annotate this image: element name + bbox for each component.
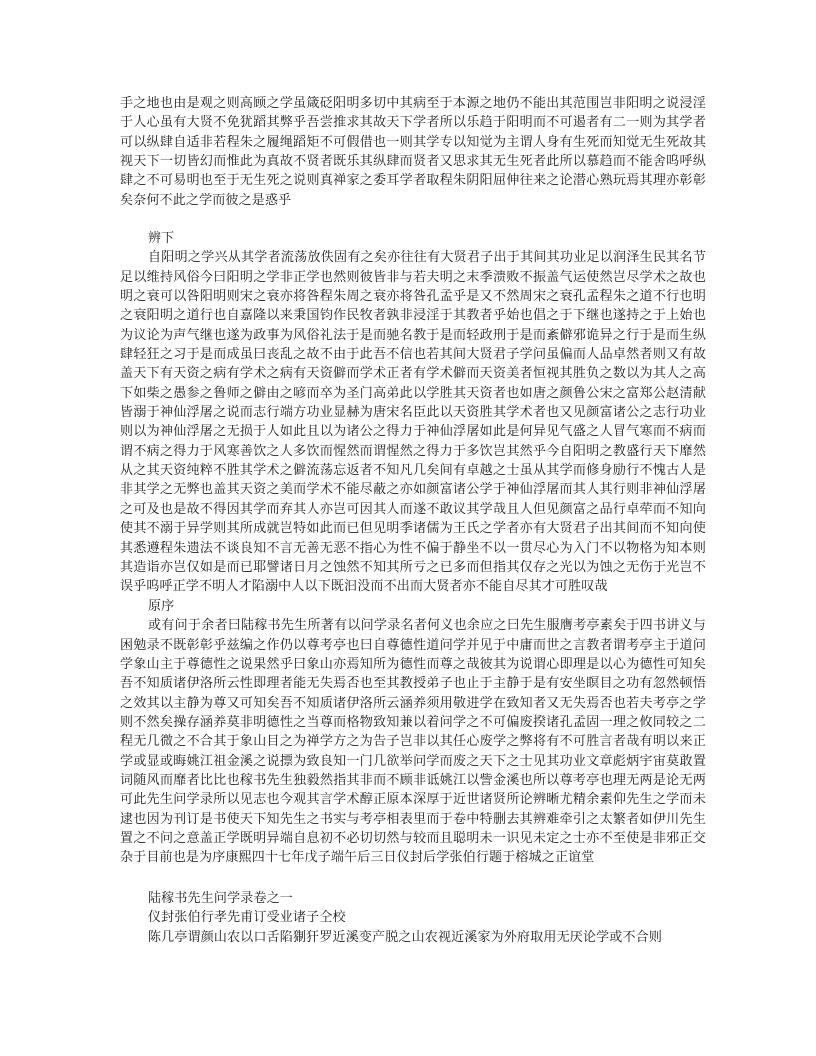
title-juan: 陆稼书先生问学录卷之一 [148, 891, 293, 906]
section-juan1 [120, 889, 706, 947]
section-yuanxu [120, 597, 706, 868]
paragraph-1: 手之地也由是观之则高顾之学虽箴砭阳明多切中其病至于本源之地仍不能出其范围岂非阳明之说浸淫于人心虽有大贤不免犹蹈其弊乎吾尝推求其故天下学者所以乐趋于阳明而不可遏者有二一则为其学者可以纵肆自适非若程朱之履绳蹈矩不可假借也一则其学专以知觉为主谓人身有生死而知觉无生死故其视天下一切皆幻而惟此为真故不贤者既乐其纵肆而贤者又思求其无生死者此所以慕趋而不能舍呜呼纵肆之不可易明也至于无生死之说则真禅家之委耳学者取程朱阴阳屈伸往来之论潜心熟玩焉其理亦彰彰矣奈何不此之学而彼之是惑乎 [120, 96, 706, 208]
heading-bian: 辨下 [148, 231, 175, 246]
paragraph-4: 陈几亭谓颜山农以口舌陷猘犴罗近溪变产脱之山农视近溪家为外府取用无厌论学或不合则 [148, 929, 663, 945]
paragraph-continuation [120, 94, 706, 210]
heading-yuanxu: 原序 [148, 599, 175, 614]
paragraph-2: 自阳明之学兴从其学者流荡放佚固有之矣亦往往有大贤君子出于其间其功业足以润泽生民其名节足以维持风俗今曰阳明之学非正学也然则彼皆非与若夫明之末季溃败不振盖气运使然岂尽学术之故也明之衰可以咎阳明则宋之衰亦将咎程朱周之衰亦将咎孔孟乎是又不然周宋之衰孔孟程朱之道不行也明之衰阳明之道行也自嘉隆以来秉国钧作民牧者孰非浸淫于其教者乎始也倡之于下继也遂持之于上始也为议论为声气继也遂为政事为风俗礼法于是而驰名教于是而轻政刑于是而紊僻邪诡异之行于是而生纵肆轻狂之习于是而成虽曰丧乱之故不由于此吾不信也若其间大贤君子学问虽偏而人品卓然者则又有故盖天下有天资之病有学术之病有天资僻而学术正者有学术僻而天资美者恒视其胜负之数以为其人之高下如柴之愚参之鲁师之僻由之喭而卒为圣门高弟此以学胜其天资者也如唐之颜鲁公宋之富郑公赵清献皆溺于神仙浮屠之说而志行端方功业显赫为唐宋名臣此以天资胜其学术者也又见颜富诸公之志行功业则以为神仙浮屠之无损于人如此且以为诸公之得力于神仙浮屠如此是何异见气盛之人冒气寒而不病而谓不病之得力于风寒善饮之人多饮而惺然而谓惺然之得力于多饮岂其然乎今自阳明之教盛行天下靡然从之其天资纯粹不胜其学术之僻流荡忘返者不知凡几矣间有卓越之士虽从其学而修身励行不愧古人是非其学之无弊也盖其天资之美而学术不能尽蔽之亦如颜富诸公学于神仙浮屠而其人其行则非神仙浮屠之可及也是故不得因其学而弃其人亦岂可因其人而遂不敢议其学哉且人但见颜富之品行卓荦而不知向使其不溺于异学则其所成就岂特如此而已但见明季诸儒为王氏之学者亦有大贤君子出其间而不知向使其悉遵程朱遗法不谈良知不言无善无恶不指心为性不偏于静坐不以一贯尽心为入门不以物格为知本则其造诣亦岂仅如是而已耶譬诸日月之蚀然不知其所亏之已多而但指其仅存之光以为蚀之无伤于光岂不误乎呜呼正学不明人才陷溺中人以下既汩没而不出而大贤者亦不能自尽其才可胜叹哉 [120, 250, 706, 595]
paragraph-3: 或有问于余者曰陆稼书先生所著有以问学录名者何义也余应之曰先生服膺考亭素矣于四书讲义与困勉录不既彰彰乎兹编之作仍以尊考亭也曰自尊德性道问学并见于中庸而世之言教者谓考亭主于道问学象山主于尊德性之说果然乎曰象山亦焉知所为德性而尊之哉彼其为说谓心即理是以心为德性可知矣吾不知质诸伊洛所云性即理者能无失焉否也至其教授弟子也止于主静于是有安坐瞑目之功有忽然顿悟之效其以主静为尊又可知矣吾不知质诸伊洛所云涵养须用敬进学在致知者又无失焉否也若夫考亭之学则不然矣操存涵养莫非明德性之当尊而格物致知兼以着问学之不可偏废揆诸孔孟固一理之攸同较之二程无几微之不合其于象山目之为禅学方之为告子岂非以其任心废学之弊将有不可胜言者哉有明以来正学或显或晦姚江祖金溪之说摽为致良知一门几欲举问学而废之天下之士见其功业文章彪炳宇宙莫敢置词随风而靡者比比也稼书先生独毅然指其非而不顾非诋姚江以訾金溪也所以尊考亭也理无两是论无两可此先生问学录所以见志也今观其言学术醇正原本深厚于近世诸贤所论辨晰尤精余素仰先生之学而未逮也因为刊订是书使天下知先生之书实与考亭相表里而于卷中特删去其辨难牵引之太繁者如伊川先生置之不问之意盖正学既明异端自息初不必切切然与较而且聪明未一识见未定之士亦不至使是非邪正交杂于目前也是为序康熙四十七年戊子端午后三日仪封后学张伯行题于榕城之正谊堂 [120, 618, 706, 866]
editor-line: 仪封张伯行孝先甫订受业诸子仝校 [148, 910, 346, 926]
section-bian [120, 229, 706, 597]
